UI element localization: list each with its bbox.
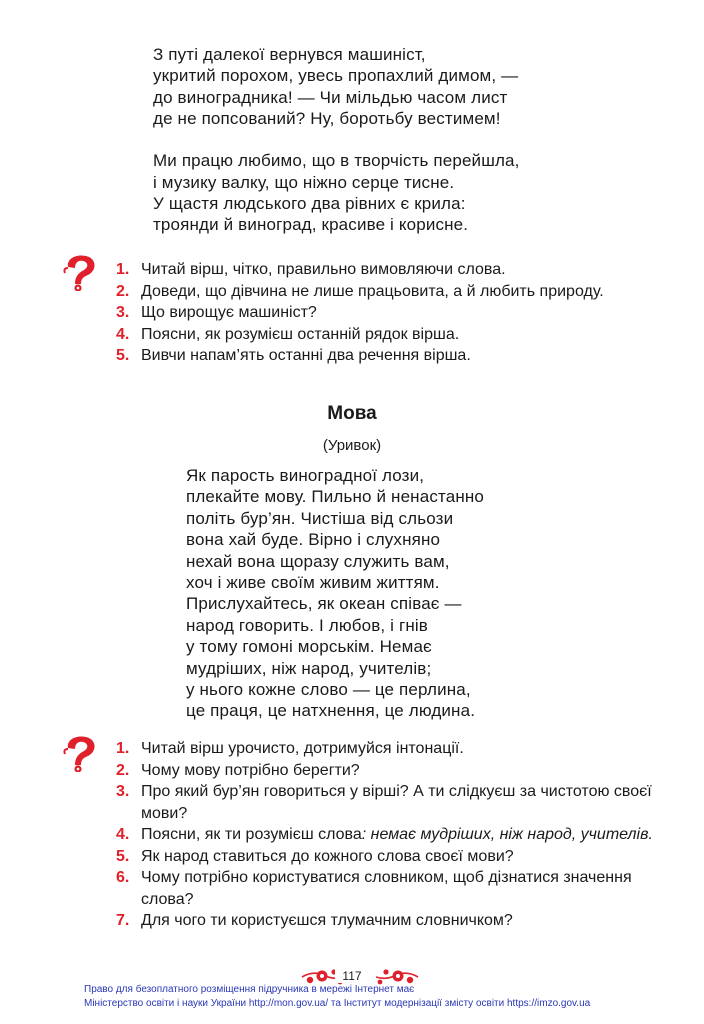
question-text: Чому потрібно користуватися словником, щоб дізнатися значення слова? (141, 869, 632, 908)
quote-text: : немає мудріших, ніж народ, учителів. (361, 826, 653, 843)
question-number: 5. (116, 347, 130, 364)
question-text: Чому мову потрібно берегти? (141, 761, 360, 779)
list-item (116, 867, 663, 910)
question-text: Читай вірш урочисто, дотримуйся інтонації. (141, 740, 464, 757)
question-number: 7. (116, 912, 130, 929)
poem-line: у тому гомоні морськім. Немає (186, 637, 432, 657)
question-number: 6. (116, 869, 130, 886)
list-item (116, 324, 663, 346)
question-number: 4. (116, 325, 130, 343)
list-item (116, 738, 663, 760)
question-text: Поясни, як ти розумієш слова (141, 826, 362, 843)
question-number: 3. (116, 783, 130, 800)
poem-line: З путі далекої вернувся машиніст, (153, 45, 426, 64)
list-item (116, 824, 663, 846)
question-text: Поясни, як розумієш останній рядок вірша. (141, 325, 460, 343)
question-text: Для чого ти користуєшся тлумачним словничком? (141, 912, 513, 929)
question-text: Вивчи напам’ять останні два речення вірша. (141, 347, 471, 364)
poem-line: Прислухайтесь, як океан співає — (186, 594, 462, 614)
poem-line: і музику валку, що ніжно серце тисне. (153, 172, 455, 192)
stanza-gap (153, 129, 520, 150)
question-mark-flower-icon (62, 734, 98, 772)
poem-line: укритий порохом, увесь пропахлий димом, — (153, 66, 519, 86)
poem-line: Ми працю любимо, що в творчість перейшла, (153, 151, 520, 171)
question-number: 5. (116, 847, 130, 865)
list-item (116, 302, 663, 324)
legal-notice: Міністерство освіти і науки України http://mon.gov.ua/ та Інститут модернізації змісту освіти https://imzo.gov.ua (84, 998, 591, 1009)
poem-line: хоч і живе своїм живим життям. (186, 573, 440, 593)
poem-line: нехай вона щоразу служить вам, (186, 551, 450, 571)
poem-text (186, 465, 484, 722)
question-number: 2. (116, 761, 130, 779)
question-text: Як народ ставиться до кожного слова своєї мови? (141, 847, 514, 865)
poem-line: У щастя людського два рівних є крила: (153, 194, 466, 214)
poem-line: це праця, це натхнення, це людина. (186, 701, 476, 721)
list-item (116, 345, 663, 367)
page-number: 117 (335, 969, 369, 983)
question-text: Доведи, що дівчина не лише працьовита, а й любить природу. (141, 282, 604, 300)
question-text: Про який бур’ян говориться у вірші? А ти слідкуєш за чистотою своєї мови? (141, 783, 652, 822)
poem-line: народ говорить. І любов, і гнів (186, 615, 428, 635)
legal-notice: Право для безоплатного розміщення підручника в мережі Інтернет має (84, 984, 415, 995)
list-item (116, 259, 663, 281)
poem-line: де не попсований? Ну, боротьбу вестимем! (153, 108, 501, 128)
list-item (116, 281, 663, 303)
poem-title: Мова (327, 403, 377, 424)
questions-list (116, 738, 663, 932)
list-item (116, 760, 663, 782)
question-number: 4. (116, 826, 130, 843)
poem-line: плекайте мову. Пильно й ненастанно (186, 487, 485, 507)
poem-line: мудріших, ніж народ, учителів; (186, 658, 432, 678)
question-text: Що вирощує машиніст? (141, 304, 317, 321)
questions-list (116, 259, 663, 367)
list-item (116, 910, 663, 932)
poem-line: політь бур’ян. Чистіша від сльози (186, 508, 454, 528)
question-text: Читай вірш, чітко, правильно вимовляючи слова. (141, 261, 506, 278)
question-number: 1. (116, 740, 130, 757)
poem-line: у нього кожне слово — це перлина, (186, 680, 471, 700)
poem-line: троянди й виноград, красиве і корисне. (153, 215, 469, 235)
question-number: 1. (116, 261, 130, 278)
list-item (116, 781, 663, 824)
question-number: 2. (116, 282, 130, 300)
poem-line: до виноградника! — Чи мільдью часом лист (153, 87, 508, 107)
poem-line: вона хай буде. Вірно і слухняно (186, 530, 441, 550)
poem-line: Як парость виноградної лози, (186, 466, 425, 485)
poem-excerpt (153, 44, 520, 236)
question-mark-flower-icon (62, 253, 98, 291)
question-number: 3. (116, 304, 130, 321)
list-item (116, 846, 663, 868)
poem-subtitle: (Уривок) (322, 437, 382, 454)
